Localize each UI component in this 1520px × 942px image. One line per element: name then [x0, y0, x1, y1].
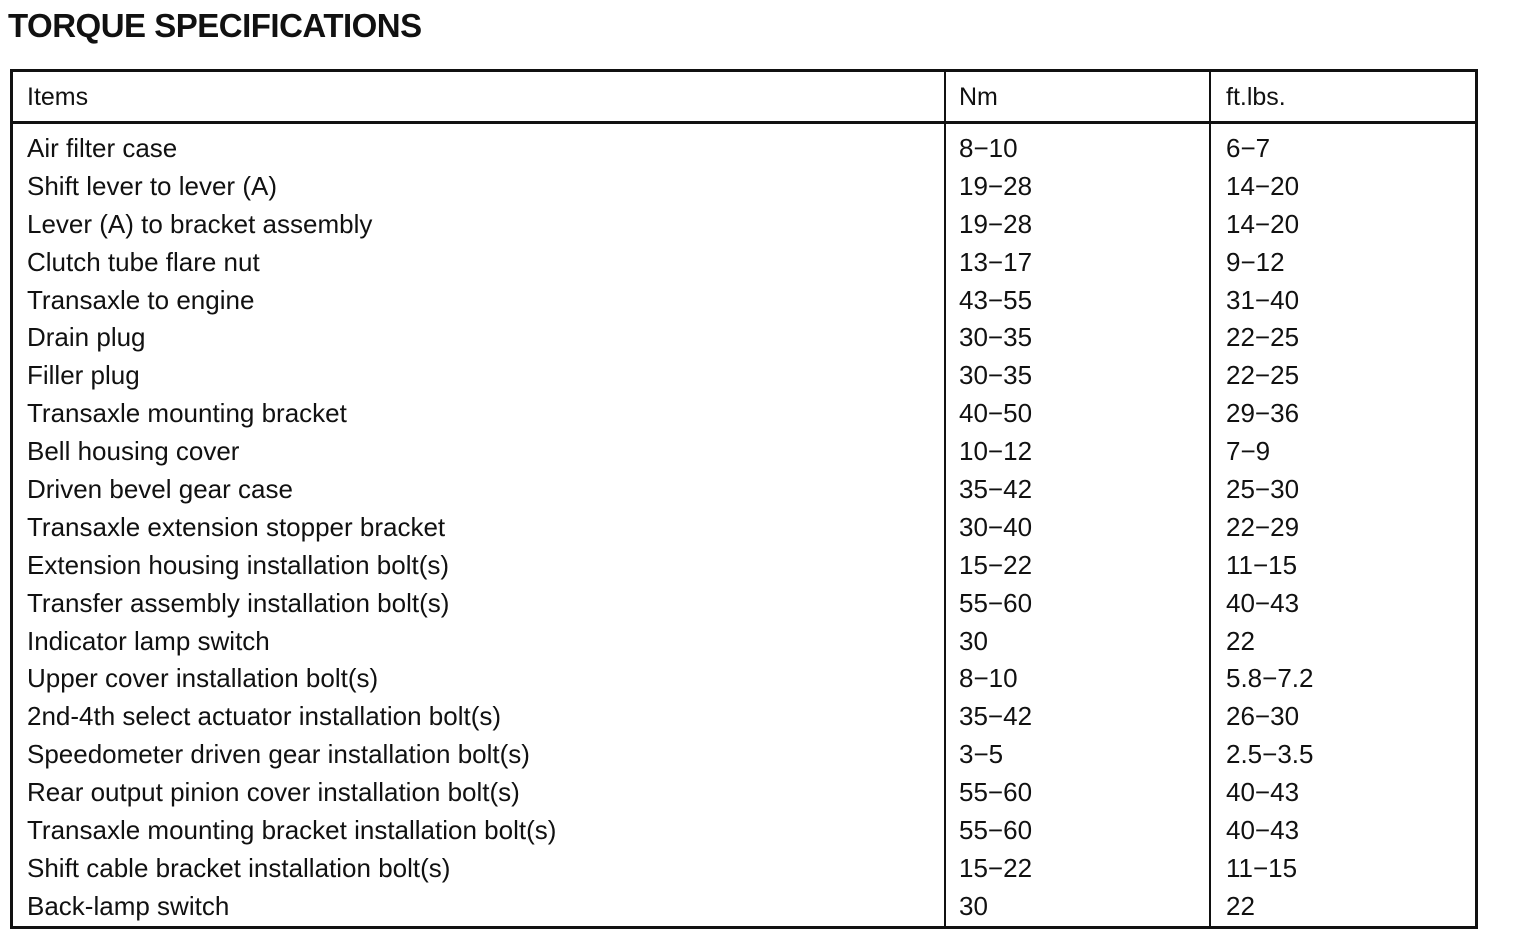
table-row: [13, 434, 1475, 472]
table-row: [13, 624, 1475, 662]
torque-spec-table: [10, 69, 1478, 929]
table-row: [13, 813, 1475, 851]
row-item: Rear output pinion cover installation bolt(s): [27, 777, 520, 808]
row-ft-lbs: 29−36: [1226, 398, 1300, 429]
table-row: [13, 586, 1475, 624]
row-ft-lbs: 40−43: [1226, 777, 1300, 808]
table-row: [13, 245, 1475, 283]
row-ft-lbs: 22: [1226, 625, 1255, 656]
row-nm: 8−10: [959, 663, 1018, 694]
row-item: Shift cable bracket installation bolt(s): [27, 852, 451, 883]
table-row: [13, 851, 1475, 889]
table-row: [13, 396, 1475, 434]
row-ft-lbs: 5.8−7.2: [1226, 663, 1314, 694]
row-ft-lbs: 40−43: [1226, 587, 1300, 618]
row-item: Bell housing cover: [27, 436, 240, 467]
row-item: Lever (A) to bracket assembly: [27, 208, 373, 239]
row-ft-lbs: 25−30: [1226, 474, 1300, 505]
table-row: [13, 283, 1475, 321]
row-nm: 30−35: [959, 322, 1033, 353]
row-nm: 3−5: [959, 739, 1004, 770]
table-row: [13, 775, 1475, 813]
row-item: Transfer assembly installation bolt(s): [27, 587, 450, 618]
row-ft-lbs: 2.5−3.5: [1226, 739, 1314, 770]
table-header-row: [13, 72, 1475, 122]
row-nm: 55−60: [959, 587, 1033, 618]
table-row: [13, 737, 1475, 775]
row-nm: 35−42: [959, 701, 1033, 732]
header-nm: Nm: [959, 83, 998, 111]
row-nm: 30−40: [959, 511, 1033, 542]
table-row: [13, 510, 1475, 548]
row-item: Transaxle to engine: [27, 284, 255, 315]
row-item: Upper cover installation bolt(s): [27, 663, 379, 694]
row-nm: 30: [959, 625, 988, 656]
row-item: Transaxle extension stopper bracket: [27, 511, 446, 542]
table-row: [13, 131, 1475, 169]
row-ft-lbs: 14−20: [1226, 170, 1300, 201]
row-ft-lbs: 7−9: [1226, 436, 1271, 467]
row-item: Transaxle mounting bracket installation bolt(s): [27, 815, 557, 846]
row-item: Clutch tube flare nut: [27, 246, 260, 277]
row-ft-lbs: 22−25: [1226, 322, 1300, 353]
row-nm: 55−60: [959, 815, 1033, 846]
row-nm: 30: [959, 890, 988, 921]
row-ft-lbs: 14−20: [1226, 208, 1300, 239]
row-item: Transaxle mounting bracket: [27, 398, 347, 429]
row-item: Extension housing installation bolt(s): [27, 549, 450, 580]
row-ft-lbs: 22−29: [1226, 511, 1300, 542]
table-row: [13, 320, 1475, 358]
row-item: Air filter case: [27, 133, 178, 163]
header-ft-lbs: ft.lbs.: [1226, 83, 1286, 111]
row-item: Driven bevel gear case: [27, 474, 293, 505]
row-nm: 30−35: [959, 360, 1033, 391]
row-ft-lbs: 9−12: [1226, 246, 1285, 277]
row-ft-lbs: 11−15: [1226, 549, 1298, 580]
table-body: [13, 131, 1475, 927]
row-nm: 55−60: [959, 777, 1033, 808]
row-item: 2nd-4th select actuator installation bolt(s): [27, 701, 502, 732]
table-row: [13, 358, 1475, 396]
row-ft-lbs: 31−40: [1226, 284, 1300, 315]
row-nm: 35−42: [959, 474, 1033, 505]
header-divider: [13, 121, 1475, 124]
row-nm: 40−50: [959, 398, 1033, 429]
row-ft-lbs: 6−7: [1226, 133, 1271, 163]
table-row: [13, 169, 1475, 207]
row-nm: 19−28: [959, 170, 1033, 201]
row-nm: 15−22: [959, 852, 1033, 883]
header-items: Items: [27, 83, 89, 111]
row-ft-lbs: 22: [1226, 890, 1255, 921]
row-nm: 43−55: [959, 284, 1033, 315]
row-item: Filler plug: [27, 360, 140, 391]
table-row: [13, 472, 1475, 510]
table-row: [13, 889, 1475, 927]
row-item: Shift lever to lever (A): [27, 170, 277, 201]
row-nm: 10−12: [959, 436, 1033, 467]
row-nm: 8−10: [959, 133, 1018, 163]
row-item: Indicator lamp switch: [27, 625, 270, 656]
row-item: Speedometer driven gear installation bolt(s): [27, 739, 530, 770]
page-title: TORQUE SPECIFICATIONS: [8, 7, 422, 44]
row-ft-lbs: 40−43: [1226, 815, 1300, 846]
row-nm: 13−17: [959, 246, 1033, 277]
row-ft-lbs: 11−15: [1226, 852, 1298, 883]
table-row: [13, 207, 1475, 245]
row-item: Drain plug: [27, 322, 146, 353]
row-item: Back-lamp switch: [27, 890, 230, 921]
table-row: [13, 699, 1475, 737]
row-nm: 15−22: [959, 549, 1033, 580]
row-nm: 19−28: [959, 208, 1033, 239]
row-ft-lbs: 22−25: [1226, 360, 1300, 391]
row-ft-lbs: 26−30: [1226, 701, 1300, 732]
table-row: [13, 661, 1475, 699]
table-row: [13, 548, 1475, 586]
